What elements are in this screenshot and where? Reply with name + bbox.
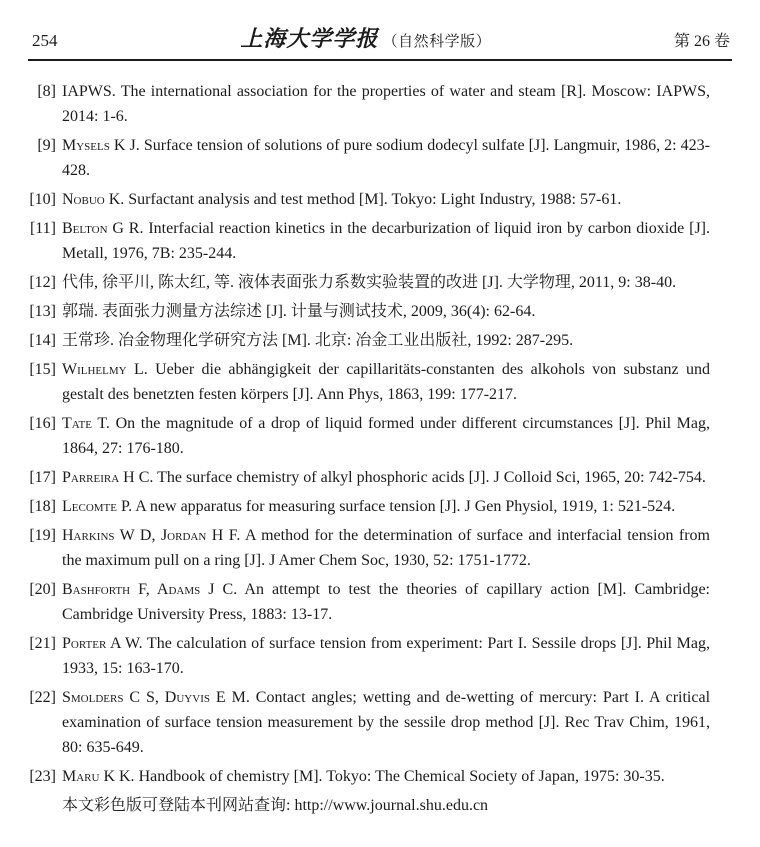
page-header [0, 0, 760, 57]
reference-authors: Mysels K J. [62, 137, 140, 154]
reference-text: 冶金物理化学研究方法 [M]. 北京: 冶金工业出版社, 1992: 287-295. [118, 332, 574, 349]
reference-authors: Tate T. [62, 415, 110, 432]
reference-authors: Smolders C S, Duyvis E M. [62, 689, 250, 706]
reference-number: [17] [29, 469, 56, 486]
reference-number: [20] [29, 581, 56, 598]
reference-text: Handbook of chemistry [M]. Tokyo: The Chemical Society of Japan, 1975: 30-35. [138, 768, 665, 785]
reference-number: [14] [29, 332, 56, 349]
reference-text: A new apparatus for measuring surface tension [J]. J Gen Physiol, 1919, 1: 521-524. [135, 498, 676, 515]
reference-item [29, 577, 710, 627]
reference-item [29, 357, 710, 407]
reference-item [29, 216, 710, 266]
reference-item [29, 494, 710, 519]
reference-number: [9] [37, 137, 56, 154]
reference-number: [15] [29, 361, 56, 378]
references-list [29, 79, 711, 818]
reference-item [29, 685, 711, 760]
journal-title-group [240, 22, 491, 53]
reference-authors: Parreira H C. [62, 469, 154, 486]
reference-item [29, 764, 710, 789]
header-rule [28, 59, 732, 61]
footer-note [62, 793, 710, 818]
reference-item [29, 523, 711, 573]
reference-item [29, 187, 710, 212]
reference-number: [21] [29, 635, 56, 652]
reference-text: A method for the determination of surface and interfacial tension from the maximum pull on a ring [J]. J Amer Chem Soc, 1930, 52: 1751-1772. [62, 527, 711, 569]
reference-number: [23] [29, 768, 56, 785]
reference-number: [8] [37, 83, 56, 100]
reference-number: [22] [29, 689, 56, 706]
reference-number: [16] [29, 415, 56, 432]
reference-number: [18] [29, 498, 56, 515]
journal-url: http://www.journal.shu.edu.cn [294, 797, 489, 814]
reference-number: [11] [29, 220, 56, 237]
reference-authors: 王常珍. [62, 332, 115, 349]
reference-item [29, 631, 710, 681]
reference-number: [10] [29, 191, 56, 208]
reference-authors: Nobuo K. [62, 191, 125, 208]
reference-authors: Wilhelmy L. [62, 361, 148, 378]
reference-authors: Porter A W. [62, 635, 143, 652]
footer-note-text: 本文彩色版可登陆本刊网站查询: [62, 797, 291, 814]
reference-authors: Maru K K. [62, 768, 135, 785]
reference-text: On the magnitude of a drop of liquid formed under different circumstances [J]. Phil Mag, 1864, 27: 176-180. [62, 415, 711, 457]
reference-item [37, 79, 711, 129]
reference-text: 液体表面张力系数实验装置的改进 [J]. 大学物理, 2011, 9: 38-40. [238, 274, 677, 291]
reference-item [29, 328, 710, 353]
reference-authors: Lecomte P. [62, 498, 133, 515]
reference-authors: 代伟, 徐平川, 陈太红, 等. [62, 274, 235, 291]
volume-label: 第 26 卷 [673, 33, 730, 50]
reference-authors: Belton G R. [62, 220, 144, 237]
reference-text: The calculation of surface tension from experiment: Part I. Sessile drops [J]. Phil Mag, 1933, 15: 163-170. [62, 635, 710, 677]
reference-item [29, 270, 710, 295]
reference-text: Surface tension of solutions of pure sodium dodecyl sulfate [J]. Langmuir, 1986, 2: 423-428. [62, 137, 710, 179]
reference-text: Contact angles; wetting and de-wetting of mercury: Part I. A critical examination of surface tension measurement by the sessile drop method [J]. Rec Trav Chim, 1961, 80: 635-649. [62, 689, 711, 756]
reference-text: Interfacial reaction kinetics in the decarburization of liquid iron by carbon dioxide [J]. Metall, 1976, 7B: 235-244. [62, 220, 710, 262]
reference-item [29, 411, 711, 461]
reference-number: [19] [29, 527, 56, 544]
reference-text: Surfactant analysis and test method [M]. Tokyo: Light Industry, 1988: 57-61. [128, 191, 622, 208]
reference-authors: Bashforth F, Adams J C. [62, 581, 238, 598]
reference-text: An attempt to test the theories of capillary action [M]. Cambridge: Cambridge University Press, 1883: 13-17. [62, 581, 710, 623]
reference-text: The surface chemistry of alkyl phosphoric acids [J]. J Colloid Sci, 1965, 20: 742-754. [157, 469, 706, 486]
journal-subtitle: （自然科学版） [382, 34, 492, 50]
reference-text: The international association for the properties of water and steam [R]. Moscow: IAPWS, 2014: 1-6. [62, 83, 711, 125]
reference-authors: IAPWS. [62, 83, 116, 100]
reference-text: 表面张力测量方法综述 [J]. 计量与测试技术, 2009, 36(4): 62-64. [102, 303, 536, 320]
reference-item [29, 465, 710, 490]
reference-authors: Harkins W D, Jordan H F. [62, 527, 241, 544]
reference-authors: 郭瑞. [62, 303, 99, 320]
reference-number: [12] [29, 274, 56, 291]
journal-title: 上海大学学报 [240, 26, 379, 51]
reference-item [37, 133, 710, 183]
reference-item [29, 299, 710, 324]
page-number: 254 [32, 31, 58, 50]
reference-text: Ueber die abhängigkeit der capillaritäts-constanten des alkohols von substanz und gestalt des benetzten festen körpers [J]. Ann Phys, 1863, 199: 177-217. [62, 361, 710, 403]
reference-number: [13] [29, 303, 56, 320]
